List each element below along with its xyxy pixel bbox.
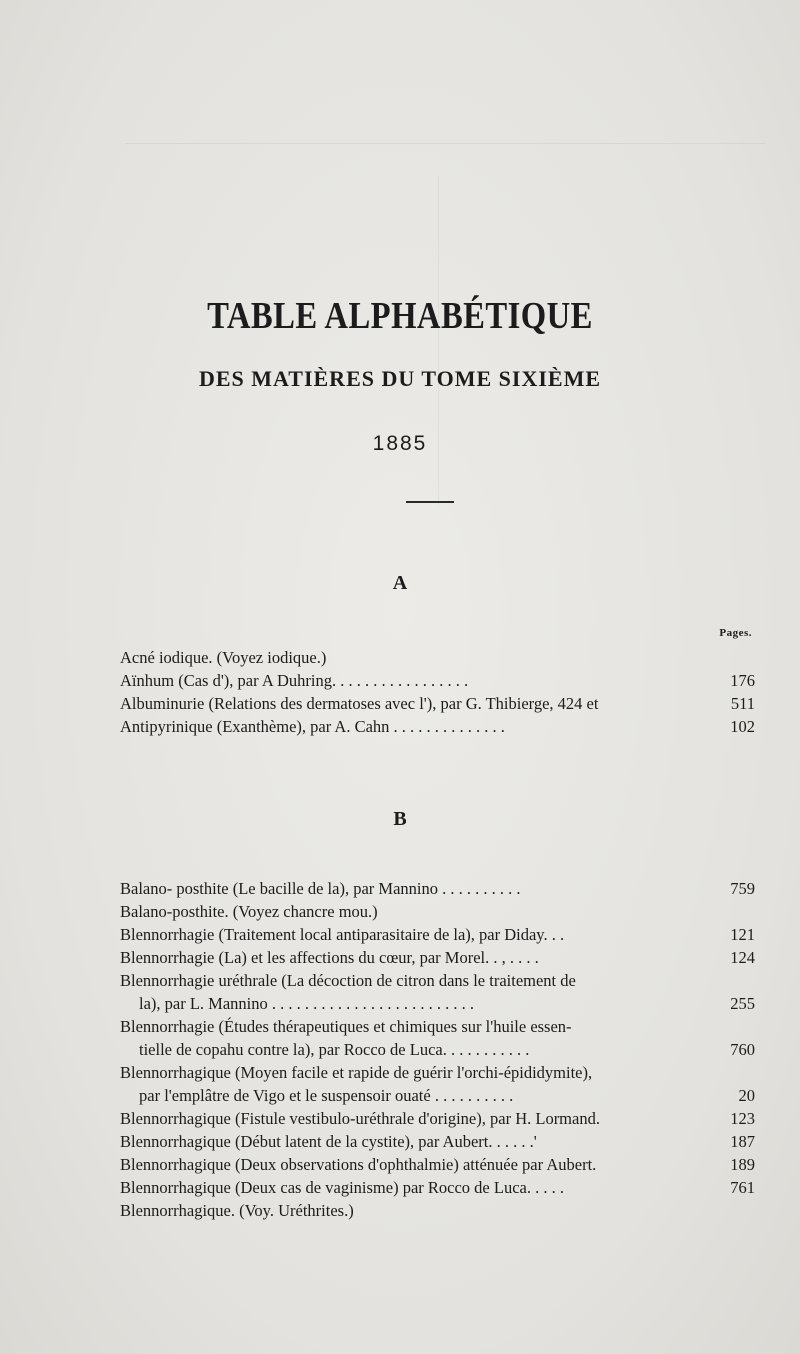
index-entry xyxy=(120,1107,755,1130)
page-title: TABLE ALPHABÉTIQUE xyxy=(207,295,593,337)
index-entry xyxy=(120,1061,755,1107)
entry-page: 760 xyxy=(730,1040,755,1059)
index-entry xyxy=(120,1153,755,1176)
page-subtitle: DES MATIÈRES DU TOME SIXIÈME xyxy=(198,366,602,391)
entry-page: 176 xyxy=(730,671,755,690)
entry-text: Acné iodique. (Voyez iodique.) xyxy=(120,648,327,667)
entry-text: Blennorrhagique. (Voy. Uréthrites.) xyxy=(120,1201,354,1220)
entry-text: Blennorrhagie (Études thérapeutiques et chimiques sur l'huile essen- xyxy=(120,1017,572,1036)
entry-text: Aïnhum (Cas d'), par A Duhring. . . . . . . . . . . . . . . . . xyxy=(120,671,469,690)
index-entry xyxy=(120,900,755,923)
entry-page: 123 xyxy=(730,1109,755,1128)
entry-text: Blennorrhagique (Deux observations d'ophthalmie) atténuée par Aubert. xyxy=(120,1155,597,1174)
entry-text: Blennorrhagie uréthrale (La décoction de citron dans le traitement de xyxy=(120,971,576,990)
bleed-through-rule xyxy=(125,143,765,144)
entry-page: 255 xyxy=(730,994,755,1013)
index-entry xyxy=(120,646,755,669)
entry-text: Blennorrhagie (La) et les affections du cœur, par Morel. . , . . . . xyxy=(120,948,539,967)
entry-page: 761 xyxy=(730,1178,755,1197)
entry-text: Blennorrhagie (Traitement local antiparasitaire de la), par Diday. . . xyxy=(120,925,565,944)
section-b-entries xyxy=(120,877,755,1222)
entry-continuation xyxy=(120,992,755,1015)
index-entry xyxy=(120,1015,755,1061)
entry-continuation xyxy=(120,1038,755,1061)
entry-text-continued: la), par L. Mannino . . . . . . . . . . . . . . . . . . . . . . . . . xyxy=(139,994,475,1013)
entry-continuation xyxy=(120,1084,755,1107)
index-entry xyxy=(120,969,755,1015)
entry-page: 189 xyxy=(730,1155,755,1174)
section-a-entries xyxy=(120,646,755,738)
entry-text: Balano- posthite (Le bacille de la), par Mannino . . . . . . . . . . xyxy=(120,879,521,898)
index-entry xyxy=(120,715,755,738)
entry-page: 121 xyxy=(730,925,755,944)
entry-text-continued: tielle de copahu contre la), par Rocco de Luca. . . . . . . . . . . xyxy=(139,1040,530,1059)
entry-text: Antipyrinique (Exanthème), par A. Cahn . . . . . . . . . . . . . . xyxy=(120,717,505,736)
entry-text: Balano-posthite. (Voyez chancre mou.) xyxy=(120,902,378,921)
index-entry xyxy=(120,1199,755,1222)
entry-page: 124 xyxy=(730,948,755,967)
entry-text: Albuminurie (Relations des dermatoses avec l'), par G. Thibierge, 424 et xyxy=(120,694,599,713)
index-entry xyxy=(120,946,755,969)
index-entry xyxy=(120,1176,755,1199)
index-entry xyxy=(120,692,755,715)
title-divider xyxy=(406,501,454,503)
index-entry xyxy=(120,1130,755,1153)
pages-column-label: Pages. xyxy=(719,627,752,639)
entry-text: Blennorrhagique (Moyen facile et rapide de guérir l'orchi-épididymite), xyxy=(120,1063,593,1082)
entry-text: Blennorrhagique (Deux cas de vaginisme) par Rocco de Luca. . . . . xyxy=(120,1178,564,1197)
index-entry xyxy=(120,923,755,946)
entry-page: 102 xyxy=(730,717,755,736)
entry-page: 20 xyxy=(738,1086,755,1105)
section-letter-a: A xyxy=(392,572,408,594)
index-entry xyxy=(120,877,755,900)
entry-text-continued: par l'emplâtre de Vigo et le suspensoir ouaté . . . . . . . . . . xyxy=(139,1086,514,1105)
entry-text: Blennorrhagique (Fistule vestibulo-uréthrale d'origine), par H. Lormand. xyxy=(120,1109,600,1128)
entry-page: 759 xyxy=(730,879,755,898)
entry-text: Blennorrhagique (Début latent de la cystite), par Aubert. . . . . .' xyxy=(120,1132,537,1151)
index-entry xyxy=(120,669,755,692)
volume-year: 1885 xyxy=(372,432,428,455)
entry-page: 511 xyxy=(730,694,755,713)
entry-page: 187 xyxy=(730,1132,755,1151)
section-letter-b: B xyxy=(393,808,407,830)
